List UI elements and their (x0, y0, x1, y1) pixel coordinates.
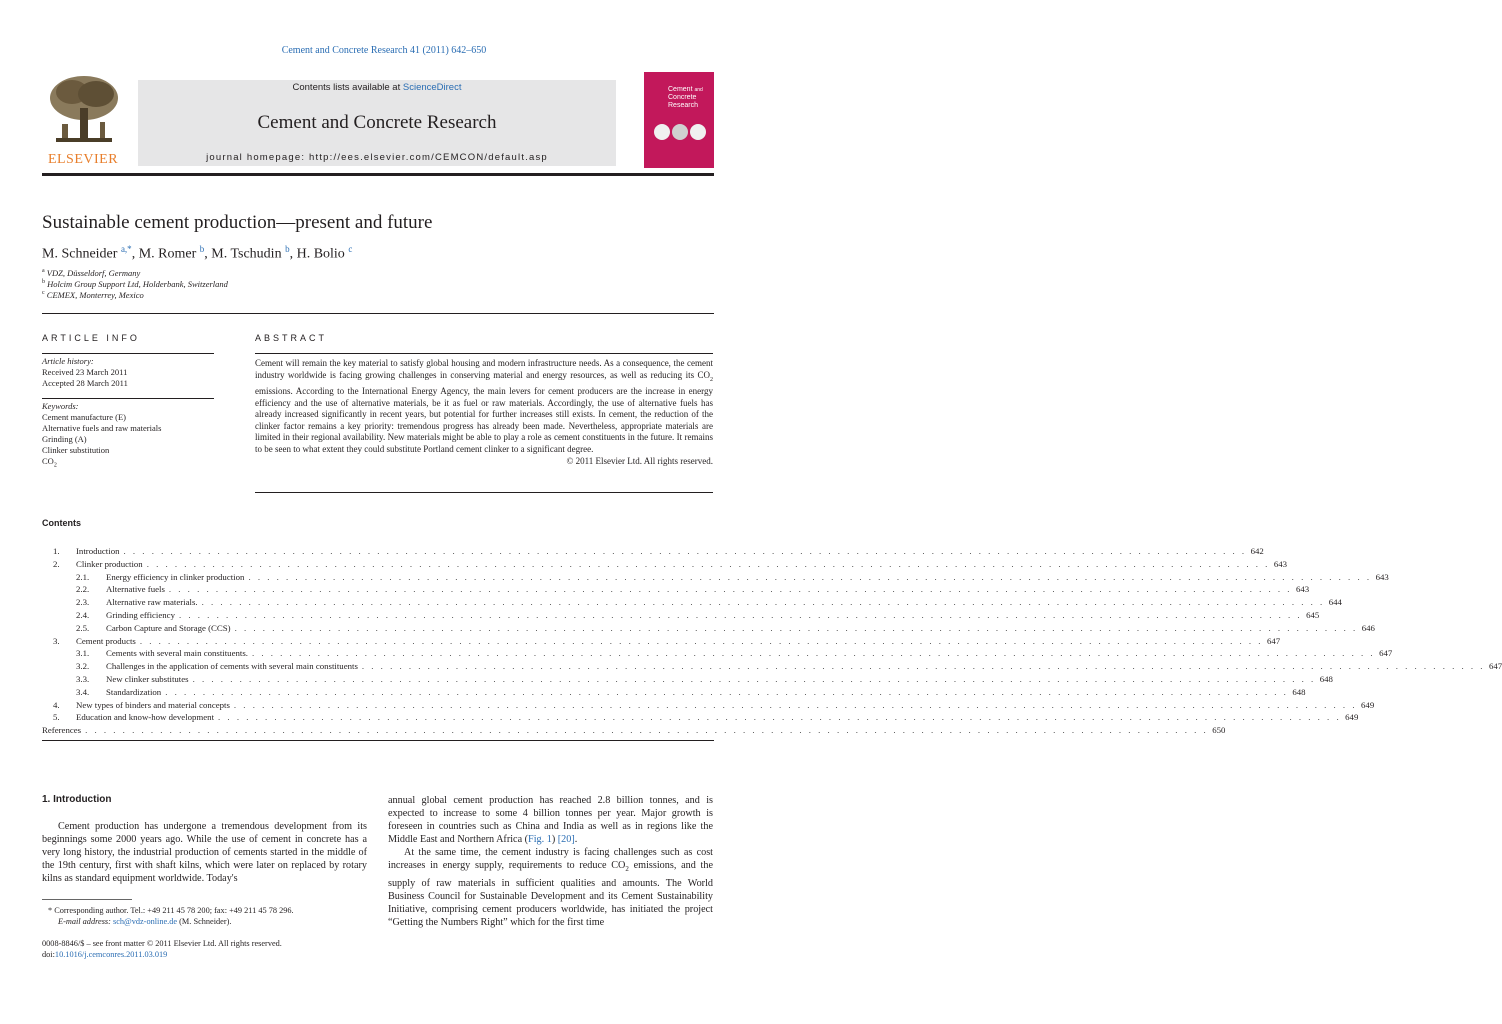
sciencedirect-link[interactable]: ScienceDirect (402, 82, 462, 93)
accepted-date: Accepted 28 March 2011 (42, 378, 128, 388)
section-heading-introduction: 1. Introduction (42, 794, 112, 805)
keyword: Grinding (A) (42, 434, 87, 444)
abstract-heading: ABSTRACT (255, 333, 328, 343)
toc-number: 3.2. (76, 661, 90, 672)
subscript: 2 (710, 376, 713, 383)
toc-number: 3.1. (76, 648, 90, 659)
elsevier-tree-icon (42, 72, 124, 152)
toc-page-number: 647 (1266, 635, 1281, 646)
toc-page-number: 646 (1361, 622, 1375, 633)
contents-prefix: Contents lists available at (292, 82, 403, 93)
introduction-paragraph-2 (388, 846, 713, 929)
header-divider (42, 313, 714, 314)
abstract-text-part-2: emissions. According to the International Energy Agency, the main levers for cement producers are the increase in energy efficiency and the use of alternative materials, be it as fuel or raw materials. Accordingly, the use of alternative fuels has already increased significantly in recent years, but potential for further increases still exists. In cement, the reduction of the clinker factor remains a key priority: tremendous progress has already been made. Nevertheless, appropriate materials are limited in their regional availability. New materials might be able to play a role as cement constituents in the future. It remains to be seen to what extent they could substitute Portland cement clinker to a significant degree. (255, 385, 713, 454)
toc-entry[interactable] (42, 724, 1226, 737)
article-info-rule (42, 353, 214, 354)
journal-banner (138, 80, 616, 166)
introduction-paragraph-continued (388, 794, 713, 929)
affiliation (42, 279, 228, 289)
toc-entry[interactable] (42, 660, 1502, 673)
toc-title: References (42, 725, 82, 736)
toc-number: 3.3. (76, 674, 90, 684)
journal-title: Cement and Concrete Research (257, 112, 497, 133)
toc-leader-dots: . . . . . . . . . . . . . . . . . . . . . . . . . . . . . . . . . . . . . . . . . . . . . . . . . . . . . . . . . . . . . . . . . . . . . . . . . . . . . . . . . . . . . . . . . . . . . . . . . . . . . . . . . . . . . . . . . . . . . . . . (251, 648, 1376, 659)
toc-number: 2.5. (76, 622, 90, 633)
toc-leader-dots: . . . . . . . . . . . . . . . . . . . . . . . . . . . . . . . . . . . . . . . . . . . . . . . . . . . . . . . . . . . . . . . . . . . . . . . . . . . . . . . . . . . . . . . . . . . . . . . . . . . . . . . . . . . . . . . . . . . . . . . . (234, 622, 1358, 633)
cover-title-line-2: and (694, 87, 703, 93)
toc-leader-dots: . . . . . . . . . . . . . . . . . . . . . . . . . . . . . . . . . . . . . . . . . . . . . . . . . . . . . . . . . . . . . . . . . . . . . . . . . . . . . . . . . . . . . . . . . . . . . . . . . . . . . . . . . . . . . . . . . . . . . . . . (85, 725, 1209, 736)
author-list: M. Schneider $^{a,*}$, M. Romer $^b$, M. Tschudin $^b$, H. Bolio $^c$ (42, 244, 353, 262)
toc-leader-dots: . . . . . . . . . . . . . . . . . . . . . . . . . . . . . . . . . . . . . . . . . . . . . . . . . . . . . . . . . . . . . . . . . . . . . . . . . . . . . . . . . . . . . . . . . . . . . . . . . . . . . . . . . . . . . . . . . . . . . . . . (168, 584, 1292, 595)
affiliation-text: Holcim Group Support Ltd, Holderbank, Switzerland (47, 279, 228, 289)
footnote-rule (42, 899, 132, 900)
keyword-text: CO (42, 456, 54, 466)
paragraph-text: . (574, 834, 578, 846)
abstract-text-part-1: Cement will remain the key material to satisfy global housing and modern infrastructure needs. As a consequence, the cement industry worldwide is facing growing challenges in conserving material and energy resources, as well as reducing its CO (255, 358, 713, 380)
cover-title-line-3: Concrete (668, 94, 697, 101)
keyword: Cement manufacture (E) (42, 412, 127, 422)
article-history (42, 356, 214, 389)
doi-link[interactable]: 10.1016/j.cemconres.2011.03.019 (54, 950, 168, 959)
author-name: M. Tschudin (211, 246, 282, 262)
toc-page-number: 647 (1379, 648, 1393, 659)
toc-number: 3. (53, 635, 60, 646)
cover-title-line-4: Research (668, 102, 698, 109)
toc-entry[interactable] (42, 558, 1288, 571)
cover-title (668, 86, 712, 110)
toc-title: Energy efficiency in clinker production (106, 571, 245, 582)
toc-number: 2. (53, 558, 60, 569)
toc-number: 5. (53, 712, 60, 723)
toc-title: New types of binders and material concepts (76, 699, 230, 710)
issn-line: 0008-8846/$ – see front matter © 2011 Elsevier Ltd. All rights reserved. (42, 939, 282, 948)
cover-circles-icon (652, 122, 708, 142)
paragraph-text: emissions, and the supply of raw materials in sufficient qualities and amounts. The World Business Council for Sustainable Development and its Cement Sustainability Initiative, comprising cement producers worldwide, has initiated the project “Getting the Numbers Right” which for the first time (388, 860, 714, 928)
toc-leader-dots: . . . . . . . . . . . . . . . . . . . . . . . . . . . . . . . . . . . . . . . . . . . . . . . . . . . . . . . . . . . . . . . . . . . . . . . . . . . . . . . . . . . . . . . . . . . . . . . . . . . . . . . . . . . . . . . . . . . . . . . . (218, 712, 1342, 723)
toc-page-number: 648 (1319, 674, 1333, 684)
toc-page-number: 642 (1250, 546, 1264, 556)
toc-entry[interactable] (42, 711, 1359, 724)
paragraph-text: ) (551, 834, 558, 846)
author-name: M. Schneider (42, 246, 118, 262)
journal-cover (644, 72, 714, 168)
author-affiliation-marker[interactable]: b (199, 244, 205, 254)
affiliation-text: CEMEX, Monterrey, Mexico (46, 290, 144, 300)
paper-title: Sustainable cement production—present and future (42, 212, 433, 233)
keywords-label: Keywords: (42, 401, 79, 411)
author-name: M. Romer (138, 246, 197, 262)
contents-bottom-rule (42, 740, 714, 741)
masthead (42, 72, 722, 168)
toc-title: Education and know-how development (76, 712, 215, 723)
paragraph-text: annual global cement production has reached 2.8 billion tonnes, and is expected to increase to some 4 billion tonnes per year. Major growth is foreseen in countries such as China and India as well as in regions like the Middle East and Northern Africa ( (388, 795, 713, 846)
toc-entry[interactable] (42, 686, 1306, 699)
toc-title: Cements with several main constituents. (106, 648, 248, 659)
author-name: H. Bolio (296, 246, 345, 262)
toc-leader-dots: . . . . . . . . . . . . . . . . . . . . . . . . . . . . . . . . . . . . . . . . . . . . . . . . . . . . . . . . . . . . . . . . . . . . . . . . . . . . . . . . . . . . . . . . . . . . . . . . . . . . . . . . . . . . . . . . . . . . . . . . (165, 686, 1289, 697)
toc-number: 3.4. (76, 686, 90, 697)
footnote-corresponding-author (42, 905, 294, 927)
toc-title: Introduction (76, 546, 120, 556)
toc-entry[interactable] (42, 609, 1320, 622)
keyword: Clinker substitution (42, 445, 110, 455)
affiliation-marker: b (42, 279, 45, 286)
toc-title: New clinker substitutes (106, 674, 189, 684)
toc-title: Challenges in the application of cements with several main constituents (106, 661, 358, 672)
toc-title: Alternative fuels (106, 584, 165, 595)
email-label: E-mail address: (58, 917, 113, 926)
toc-leader-dots: . . . . . . . . . . . . . . . . . . . . . . . . . . . . . . . . . . . . . . . . . . . . . . . . . . . . . . . . . . . . . . . . . . . . . . . . . . . . . . . . . . . . . . . . . . . . . . . . . . . . . . . . . . . . . . . . . . . . . . . . (146, 558, 1270, 569)
toc-title: Standardization (106, 686, 162, 697)
toc-title: Grinding efficiency (106, 610, 175, 620)
subscript: 2 (53, 462, 57, 469)
toc-number: 2.1. (76, 571, 90, 582)
toc-entry[interactable] (42, 635, 1281, 648)
received-date: Received 23 March 2011 (42, 367, 128, 377)
toc-number: 4. (53, 699, 60, 710)
toc-entry[interactable] (42, 596, 1342, 609)
masthead-rule (42, 173, 714, 176)
article-info-heading: ARTICLE INFO (42, 333, 140, 343)
toc-leader-dots: . . . . . . . . . . . . . . . . . . . . . . . . . . . . . . . . . . . . . . . . . . . . . . . . . . . . . . . . . . . . . . . . . . . . . . . . . . . . . . . . . . . . . . . . . . . . . . . . . . . . . . . . . . . . . . . . . . . . . . . . (123, 546, 1247, 556)
toc-entry[interactable] (42, 545, 1264, 558)
email-line (48, 916, 294, 927)
toc-page-number: 648 (1292, 686, 1306, 697)
paragraph-text: At the same time, the cement industry is facing challenges such as cost increases in energy supply, requirements to reduce CO (388, 847, 713, 872)
affiliation-text: VDZ, Düsseldorf, Germany (46, 268, 141, 278)
toc-page-number: 650 (1212, 725, 1226, 736)
toc-leader-dots: . . . . . . . . . . . . . . . . . . . . . . . . . . . . . . . . . . . . . . . . . . . . . . . . . . . . . . . . . . . . . . . . . . . . . . . . . . . . . . . . . . . . . . . . . . . . . . . . . . . . . . . . . . . . . . . . . . . . . . . . (233, 699, 1358, 710)
toc-leader-dots: . . . . . . . . . . . . . . . . . . . . . . . . . . . . . . . . . . . . . . . . . . . . . . . . . . . . . . . . . . . . . . . . . . . . . . . . . . . . . . . . . . . . . . . . . . . . . . . . . . . . . . . . . . . . . . . . . . . . . . . . (201, 597, 1325, 608)
figure-link[interactable]: Fig. 1 (528, 834, 552, 846)
history-label: Article history: (42, 356, 94, 366)
toc-leader-dots: . . . . . . . . . . . . . . . . . . . . . . . . . . . . . . . . . . . . . . . . . . . . . . . . . . . . . . . . . . . . . . . . . . . . . . . . . . . . . . . . . . . . . . . . . . . . . . . . . . . . . . . . . . . . . . . . . . . . . . . . (139, 635, 1263, 646)
toc-title: Clinker production (76, 558, 143, 569)
toc-number: 2.2. (76, 584, 90, 595)
toc-title: Alternative raw materials. (106, 597, 198, 608)
cover-title-line-1: Cement (668, 86, 693, 93)
doi-line (42, 949, 282, 960)
abstract-bottom-rule (255, 492, 713, 493)
toc-entry[interactable] (42, 622, 1375, 635)
toc-page-number: 647 (1489, 661, 1502, 672)
contents-availability (138, 82, 616, 93)
affiliation-marker: c (42, 290, 45, 297)
keyword (42, 456, 214, 472)
subscript: 2 (625, 865, 629, 874)
toc-title: Cement products (76, 635, 136, 646)
toc-number: 1. (53, 546, 60, 556)
email-link[interactable]: sch@vdz-online.de (113, 917, 178, 926)
abstract-copyright: © 2011 Elsevier Ltd. All rights reserved. (566, 455, 713, 466)
keywords-rule (42, 398, 214, 399)
abstract-rule (255, 353, 713, 354)
toc-page-number: 649 (1345, 712, 1359, 723)
journal-reference[interactable]: Cement and Concrete Research 41 (2011) 642–650 (281, 45, 487, 56)
toc-entry[interactable] (42, 647, 1393, 660)
toc-leader-dots: . . . . . . . . . . . . . . . . . . . . . . . . . . . . . . . . . . . . . . . . . . . . . . . . . . . . . . . . . . . . . . . . . . . . . . . . . . . . . . . . . . . . . . . . . . . . . . . . . . . . . . . . . . . . . . . . . . . . . . . . (361, 661, 1485, 672)
author-affiliation-marker[interactable]: c (348, 244, 353, 254)
affiliation (42, 268, 140, 278)
keywords (42, 401, 214, 472)
toc-entry[interactable] (42, 699, 1375, 712)
toc-leader-dots: . . . . . . . . . . . . . . . . . . . . . . . . . . . . . . . . . . . . . . . . . . . . . . . . . . . . . . . . . . . . . . . . . . . . . . . . . . . . . . . . . . . . . . . . . . . . . . . . . . . . . . . . . . . . . . . . . . . . . . . . (192, 674, 1316, 684)
keyword: Alternative fuels and raw materials (42, 423, 162, 433)
affiliation (42, 290, 144, 300)
reference-link[interactable]: [20] (557, 834, 575, 846)
toc-entry[interactable] (42, 571, 1389, 584)
author-affiliation-marker[interactable]: a,* (120, 244, 132, 254)
toc-entry[interactable] (42, 673, 1333, 686)
toc-page-number: 643 (1296, 584, 1310, 595)
toc-leader-dots: . . . . . . . . . . . . . . . . . . . . . . . . . . . . . . . . . . . . . . . . . . . . . . . . . . . . . . . . . . . . . . . . . . . . . . . . . . . . . . . . . . . . . . . . . . . . . . . . . . . . . . . . . . . . . . . . . . . . . . . . (248, 571, 1372, 582)
corresponding-author-text: * Corresponding author. Tel.: +49 211 45 78 200; fax: +49 211 45 78 296. (48, 906, 294, 915)
toc-leader-dots: . . . . . . . . . . . . . . . . . . . . . . . . . . . . . . . . . . . . . . . . . . . . . . . . . . . . . . . . . . . . . . . . . . . . . . . . . . . . . . . . . . . . . . . . . . . . . . . . . . . . . . . . . . . . . . . . . . . . . . . . (178, 610, 1303, 620)
toc-page-number: 645 (1306, 610, 1320, 620)
publisher-name: ELSEVIER (47, 152, 119, 167)
toc-number: 2.4. (76, 610, 90, 620)
abstract-text (255, 358, 713, 467)
toc-page-number: 643 (1273, 558, 1288, 569)
affiliation-marker: a (42, 268, 45, 275)
contents-heading: Contents (42, 518, 81, 528)
toc-entry[interactable] (42, 583, 1310, 596)
email-owner: (M. Schneider). (177, 917, 232, 926)
toc-page-number: 649 (1361, 699, 1375, 710)
author-affiliation-marker[interactable]: b (285, 244, 290, 254)
toc-page-number: 643 (1375, 571, 1389, 582)
front-matter (42, 938, 282, 960)
journal-homepage[interactable]: journal homepage: http://ees.elsevier.com/CEMCON/default.asp (206, 152, 548, 163)
toc-number: 2.3. (76, 597, 90, 608)
doi-label: doi: (42, 950, 55, 959)
toc-title: Carbon Capture and Storage (CCS) (106, 622, 231, 633)
introduction-paragraph: Cement production has undergone a tremendous development from its beginnings some 2000 years ago. While the use of cement in concrete has a very long history, the industrial production of cements started in the middle of the 19th century, first with shaft kilns, which were later on replaced by rotary kilns as standard equipment worldwide. Today's (42, 821, 367, 885)
elsevier-logo (42, 72, 124, 168)
toc-page-number: 644 (1328, 597, 1342, 608)
